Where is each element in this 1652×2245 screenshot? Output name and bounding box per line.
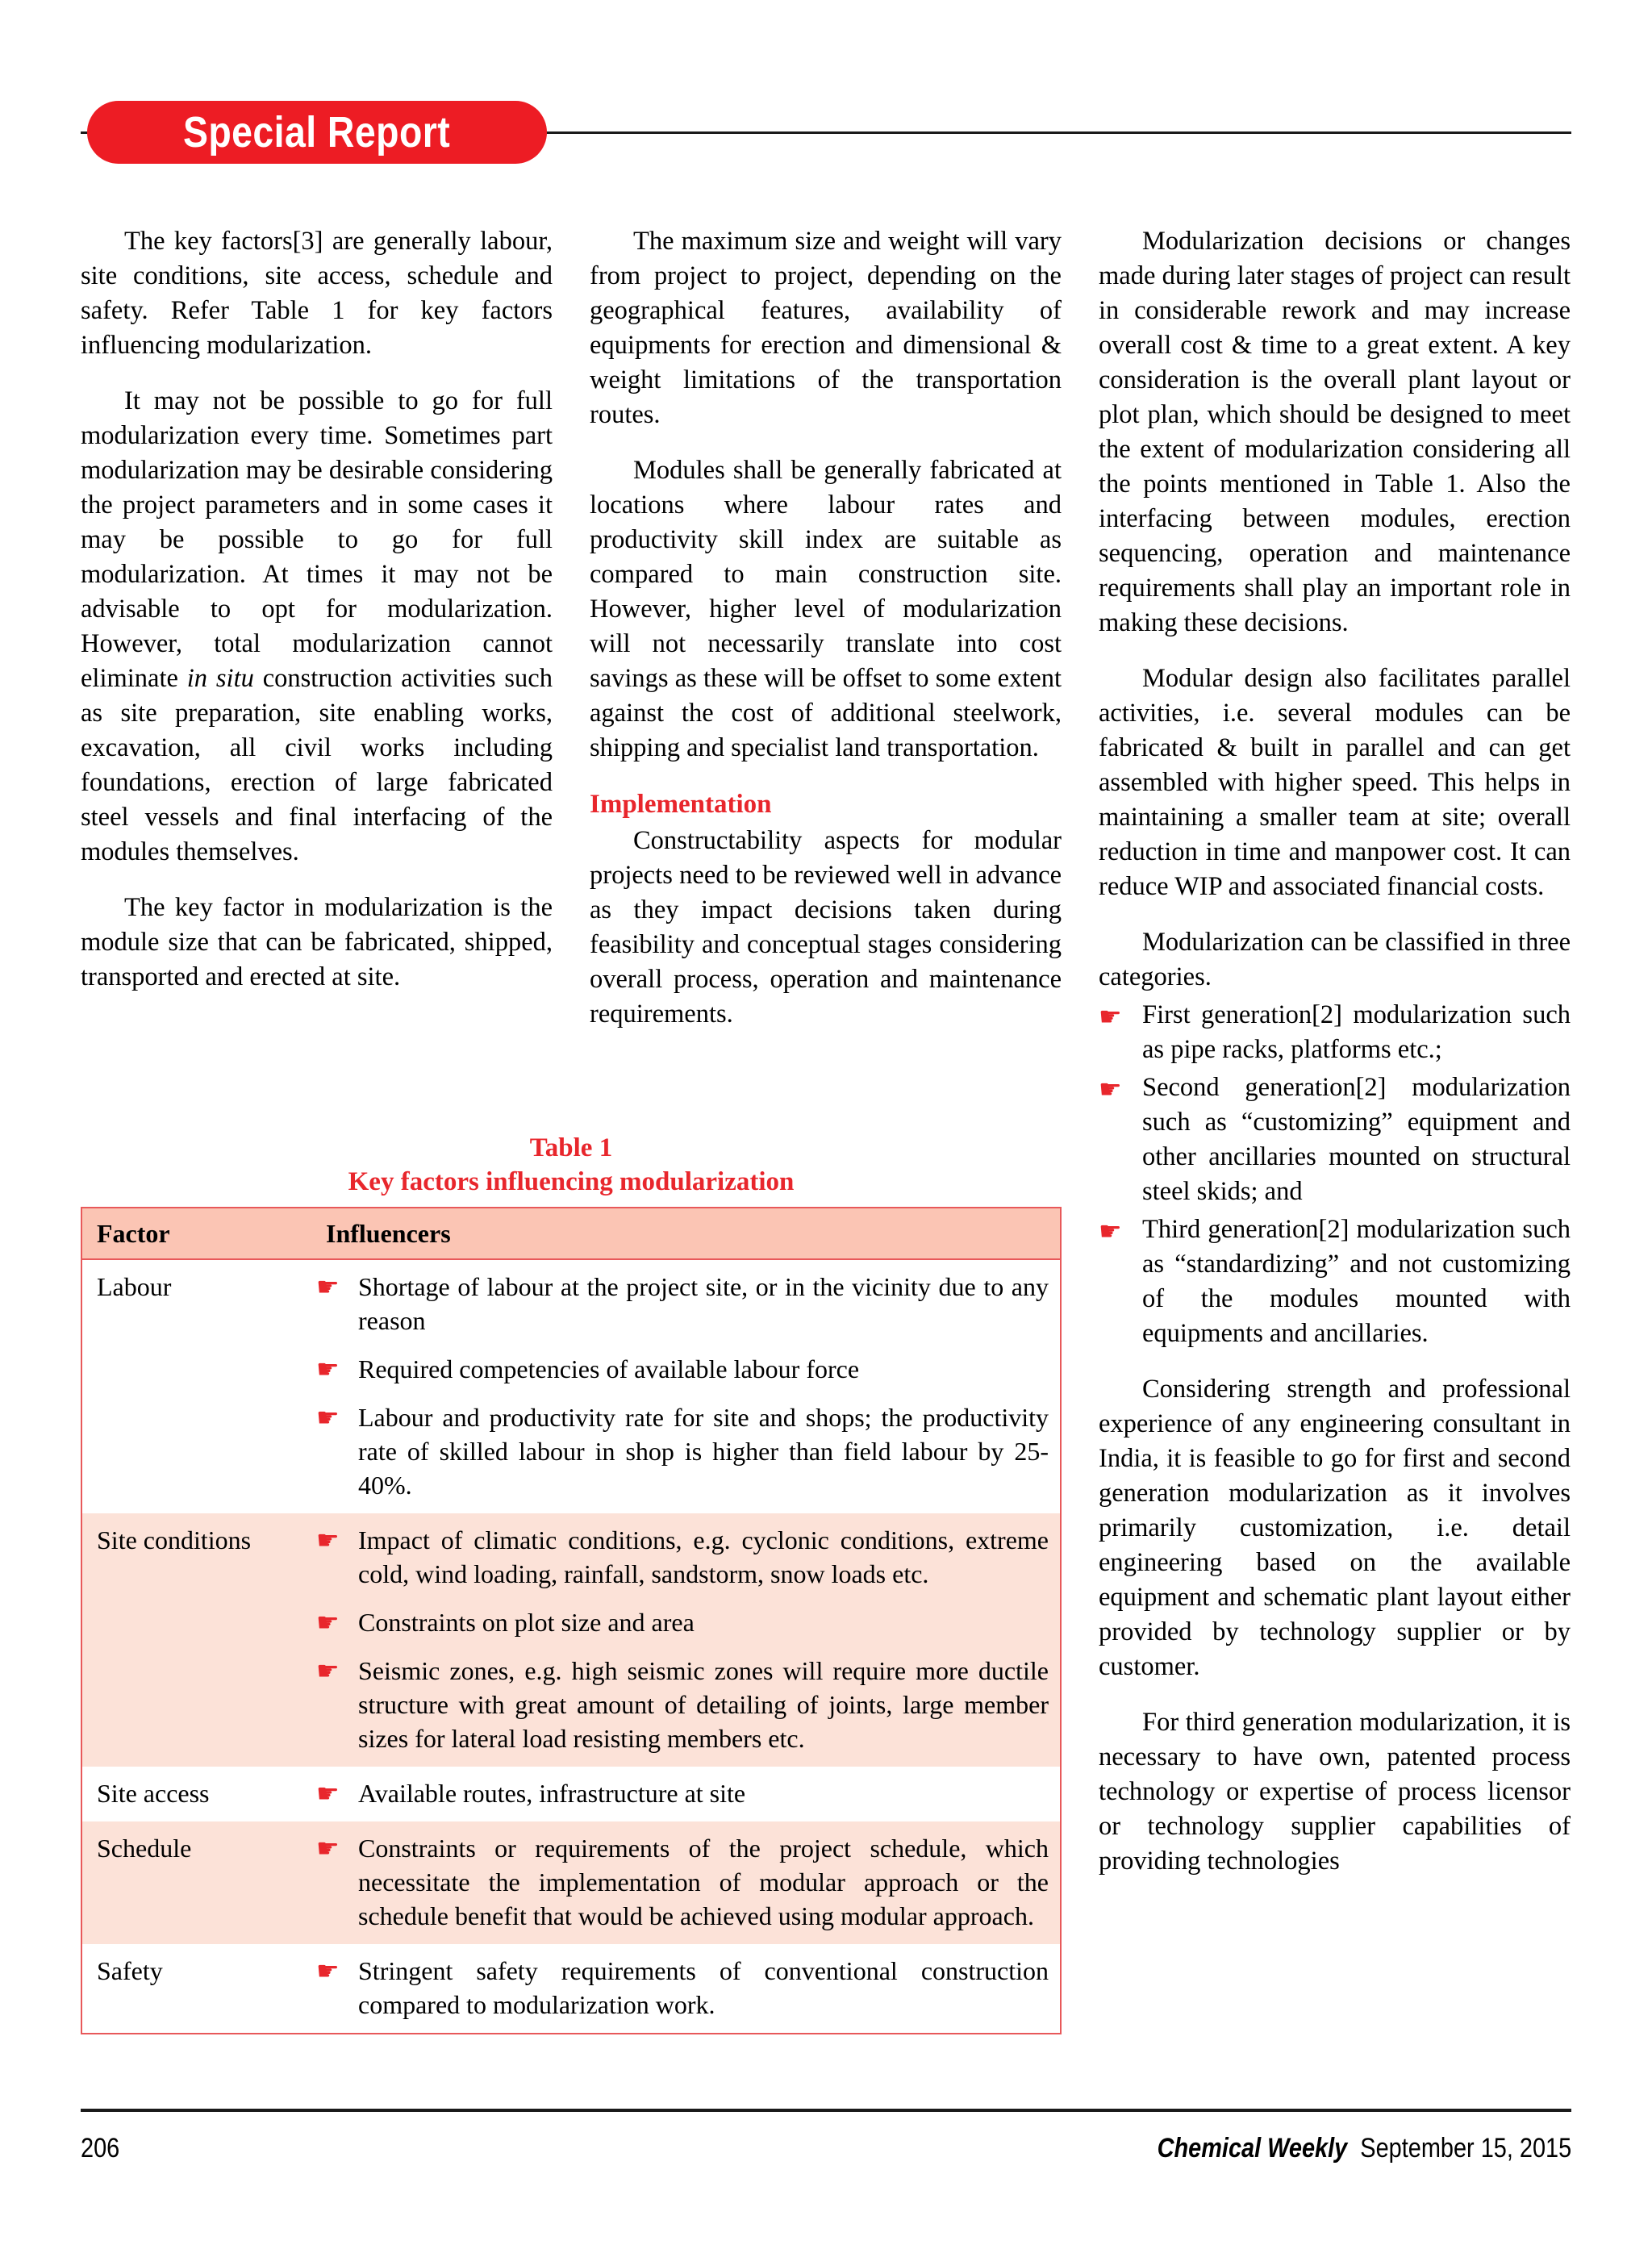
list-item: [316, 1270, 1049, 1337]
list-item: [316, 1400, 1049, 1502]
list-item: [316, 1654, 1049, 1755]
list-item-text: Available routes, infrastructure at site: [358, 1779, 746, 1808]
influencer-list: [316, 1954, 1049, 2022]
cell-influencers: [311, 1944, 1061, 2034]
publication-date: September 15, 2015: [1360, 2133, 1571, 2164]
paragraph: Considering strength and professional experience of any engineering consultant in India, it is feasible to go for first and second generation modularization as it involves primarily customization, i.e. detail engineering based on the available equipment and schematic plant layout either provided by technology supplier or by customer.: [1099, 1375, 1571, 1681]
paragraph: Modularization decisions or changes made during later stages of project can result in considerable rework and may increase overall cost & time to a great extent. A key consideration is the overall plant layout or plot plan, which should be designed to meet the extent of modularization considering all the points mentioned in Table 1. Also the interfacing between modules, erection sequencing, operation and maintenance requirements shall play an important role in making these decisions.: [1099, 227, 1571, 637]
publication-date-spacer: [1347, 2133, 1360, 2164]
table-header-row: [81, 1208, 1061, 1259]
section-heading-implementation: Implementation: [590, 790, 772, 819]
pointing-hand-icon: ☛: [316, 1833, 340, 1863]
paragraph-part-a: It may not be possible to go for full modularization every time. Sometimes part modularization may be desirable considering the project parameters and in some cases it may be possible to go for full modularization. At times it may not be advisable to opt for modularization. However, total modularization cannot eliminate: [81, 386, 553, 693]
table-caption-number: Table 1: [529, 1133, 613, 1162]
pointing-hand-icon: ☛: [316, 1778, 340, 1809]
paragraph: Constructability aspects for modular projects need to be reviewed well in advance as they impact decisions taken during feasibility and conceptual stages considering overall process, operation and maintenance requirements.: [590, 826, 1062, 1029]
paragraph: The key factors[3] are generally labour, site conditions, site access, schedule and safety. Refer Table 1 for key factors influencing modularization.: [81, 227, 553, 360]
list-item-text: Required competencies of available labour force: [358, 1354, 860, 1383]
pointing-hand-icon: ☛: [1099, 1001, 1122, 1032]
list-item-text: Third generation[2] modularization such as “standardizing” and not customizing of the modules mounted with equipments and ancillaries.: [1142, 1215, 1571, 1348]
footer-divider: [81, 2109, 1571, 2112]
cell-factor: Labour: [97, 1272, 172, 1301]
cell-factor: Site conditions: [97, 1525, 252, 1554]
paragraph-part-b: construction activities such as site preparation, site enabling works, excavation, all civil works including foundations, erection of large fabricated steel vessels and final interfacing of the modules themselves.: [81, 664, 553, 866]
list-item-text: Constraints or requirements of the project schedule, which necessitate the implementation of modular approach or the schedule benefit that would be achieved using modular approach.: [358, 1834, 1049, 1930]
list-item: [316, 1523, 1049, 1591]
footer-row: [81, 2133, 1571, 2164]
influencer-list: [316, 1523, 1049, 1755]
table-caption-title: Key factors influencing modularization: [348, 1167, 795, 1196]
list-item-text: Second generation[2] modularization such as “customizing” equipment and other ancillaries mounted on structural steel skids; and: [1142, 1073, 1571, 1206]
paragraph: Modules shall be generally fabricated at locations where labour rates and productivity skill index are suitable as compared to main construction site. However, higher level of modularization will not necessarily translate into cost savings as these will be offset to some extent against the cost of additional steelwork, shipping and specialist land transportation.: [590, 456, 1062, 762]
publication-name: Chemical Weekly: [1157, 2133, 1348, 2164]
table-row: [81, 1821, 1061, 1944]
table-row: [81, 1767, 1061, 1821]
pointing-hand-icon: ☛: [1099, 1074, 1122, 1104]
pointing-hand-icon: ☛: [316, 1655, 340, 1686]
list-item: [316, 1831, 1049, 1933]
page-header: [81, 101, 1571, 165]
italic-phrase: in situ: [186, 664, 254, 693]
list-item-text: Constraints on plot size and area: [358, 1608, 695, 1637]
paragraph: The key factor in modularization is the module size that can be fabricated, shipped, transported and erected at site.: [81, 893, 553, 991]
cell-influencers: [311, 1259, 1061, 1513]
column-three: [1099, 224, 1571, 1879]
cell-factor: Schedule: [97, 1834, 192, 1863]
list-item-text: Shortage of labour at the project site, or in the vicinity due to any reason: [358, 1272, 1049, 1335]
paragraph: Modularization can be classified in three categories.: [1099, 928, 1571, 991]
paragraph: The maximum size and weight will vary from project to project, depending on the geographical features, availability of equipments for erection and dimensional & weight limitations of the transportation routes.: [590, 227, 1062, 429]
cell-influencers: [311, 1767, 1061, 1821]
list-item: [316, 1605, 1049, 1639]
table-row: [81, 1259, 1061, 1513]
page-number: 206: [81, 2133, 120, 2164]
list-item: [316, 1954, 1049, 2022]
pointing-hand-icon: ☛: [316, 1955, 340, 1986]
special-report-badge: [87, 101, 547, 164]
list-item: [1099, 998, 1571, 1067]
cell-factor: Site access: [97, 1779, 210, 1808]
list-item: [1099, 1070, 1571, 1209]
pointing-hand-icon: ☛: [1099, 1216, 1122, 1246]
influencer-list: [316, 1270, 1049, 1502]
list-item-text: Seismic zones, e.g. high seismic zones will require more ductile structure with great amount of detailing of joints, large member sizes for lateral load resisting members etc.: [358, 1656, 1049, 1753]
page-footer: [81, 2109, 1571, 2164]
pointing-hand-icon: ☛: [316, 1525, 340, 1555]
influencer-list: [316, 1831, 1049, 1933]
list-item-text: Labour and productivity rate for site and shops; the productivity rate of skilled labour in shop is higher than field labour by 25-40%.: [358, 1403, 1049, 1500]
cell-factor: Safety: [97, 1956, 163, 1985]
paragraph-with-italic: [81, 384, 553, 870]
table-body: [81, 1259, 1061, 2034]
footer-publication-info: [1157, 2133, 1571, 2164]
list-item-text: First generation[2] modularization such as pipe racks, platforms etc.;: [1142, 1000, 1571, 1064]
cell-influencers: [311, 1513, 1061, 1767]
pointing-hand-icon: ☛: [316, 1402, 340, 1433]
paragraph: For third generation modularization, it is necessary to have own, patented process technology or expertise of process licensor or technology supplier capabilities of providing technologies: [1099, 1708, 1571, 1876]
column-header-factor: Factor: [81, 1208, 311, 1259]
list-item: [316, 1776, 1049, 1810]
key-factors-table: [81, 1207, 1062, 2034]
cell-influencers: [311, 1821, 1061, 1944]
list-item-text: Impact of climatic conditions, e.g. cyclonic conditions, extreme cold, wind loading, rainfall, sandstorm, snow loads etc.: [358, 1525, 1049, 1588]
table-head: [81, 1208, 1061, 1259]
table-block: [81, 1131, 1062, 2034]
pointing-hand-icon: ☛: [316, 1271, 340, 1302]
list-item-text: Stringent safety requirements of conventional construction compared to modularization work.: [358, 1956, 1049, 2019]
table-row: [81, 1513, 1061, 1767]
table-row: [81, 1944, 1061, 2034]
list-item: [316, 1352, 1049, 1386]
column-header-influencers: Influencers: [311, 1208, 1061, 1259]
modularization-categories-list: [1099, 998, 1571, 1351]
pointing-hand-icon: ☛: [316, 1607, 340, 1638]
special-report-label: Special Report: [183, 108, 451, 156]
paragraph: Modular design also facilitates parallel activities, i.e. several modules can be fabricated & built in parallel and can get assembled with higher speed. This helps in maintaining a smaller team at site; overall reduction in time and manpower cost. It can reduce WIP and associated financial costs.: [1099, 664, 1571, 901]
pointing-hand-icon: ☛: [316, 1354, 340, 1384]
list-item: [1099, 1212, 1571, 1351]
influencer-list: [316, 1776, 1049, 1810]
